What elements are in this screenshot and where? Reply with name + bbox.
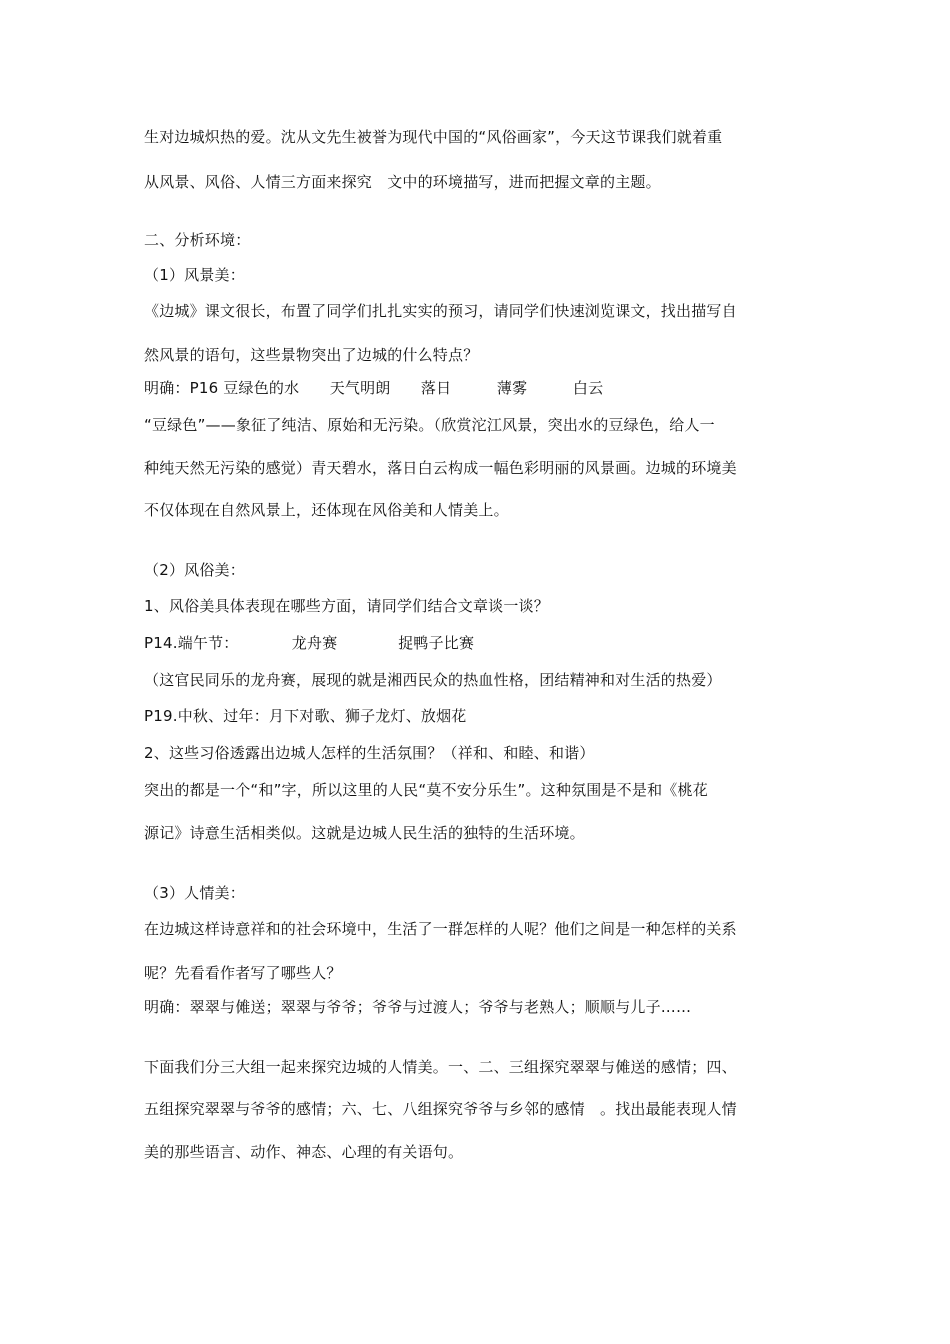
text-line: 不仅体现在自然风景上，还体现在风俗美和人情美上。: [144, 501, 509, 519]
text-line: 呢？先看看作者写了哪些人？: [144, 964, 342, 982]
text-line: 从风景、风俗、人情三方面来探究 文中的环境描写，进而把握文章的主题。: [144, 173, 661, 191]
text-line: 明确：翠翠与傩送；翠翠与爷爷；爷爷与过渡人；爷爷与老熟人；顺顺与儿子……: [144, 998, 692, 1016]
text-line: 种纯天然无污染的感觉）青天碧水，落日白云构成一幅色彩明丽的风景画。边城的环境美: [144, 459, 737, 477]
text-line: 突出的都是一个“和”字，所以这里的人民“莫不安分乐生”。这种氛围是不是和《桃花: [144, 781, 708, 799]
text-line: 然风景的语句，这些景物突出了边城的什么特点？: [144, 346, 479, 364]
text-line: 五组探究翠翠与爷爷的感情；六、七、八组探究爷爷与乡邻的感情 。找出最能表现人情: [144, 1100, 737, 1118]
text-line: P19.中秋、过年：月下对歌、狮子龙灯、放烟花: [144, 707, 467, 725]
text-line: P14.端午节： 龙舟赛 捉鸭子比赛: [144, 634, 475, 652]
text-line: （这官民同乐的龙舟赛，展现的就是湘西民众的热血性格，团结精神和对生活的热爱）: [144, 671, 722, 689]
text-line: 2、这些习俗透露出边城人怎样的生活氛围？（祥和、和睦、和谐）: [144, 744, 595, 762]
subsection-heading: （2）风俗美：: [144, 561, 245, 579]
text-line: 明确：P16 豆绿色的水 天气明朗 落日 薄雾 白云: [144, 379, 604, 397]
text-line: 生对边城炽热的爱。沈从文先生被誉为现代中国的“风俗画家”，今天这节课我们就着重: [144, 128, 723, 146]
section-heading: 二、分析环境：: [144, 231, 251, 249]
text-line: 《边城》课文很长，布置了同学们扎扎实实的预习，请同学们快速浏览课文，找出描写自: [144, 302, 737, 320]
text-line: 在边城这样诗意祥和的社会环境中，生活了一群怎样的人呢？他们之间是一种怎样的关系: [144, 920, 737, 938]
text-line: 美的那些语言、动作、神态、心理的有关语句。: [144, 1143, 464, 1161]
text-line: “豆绿色”——象征了纯洁、原始和无污染。（欣赏沱江风景，突出水的豆绿色，给人一: [144, 416, 715, 434]
text-line: 1、风俗美具体表现在哪些方面，请同学们结合文章谈一谈？: [144, 597, 549, 615]
text-line: 源记》诗意生活相类似。这就是边城人民生活的独特的生活环境。: [144, 824, 585, 842]
text-line: 下面我们分三大组一起来探究边城的人情美。一、二、三组探究翠翠与傩送的感情；四、: [144, 1058, 737, 1076]
subsection-heading: （3）人情美：: [144, 884, 245, 902]
subsection-heading: （1）风景美：: [144, 266, 245, 284]
